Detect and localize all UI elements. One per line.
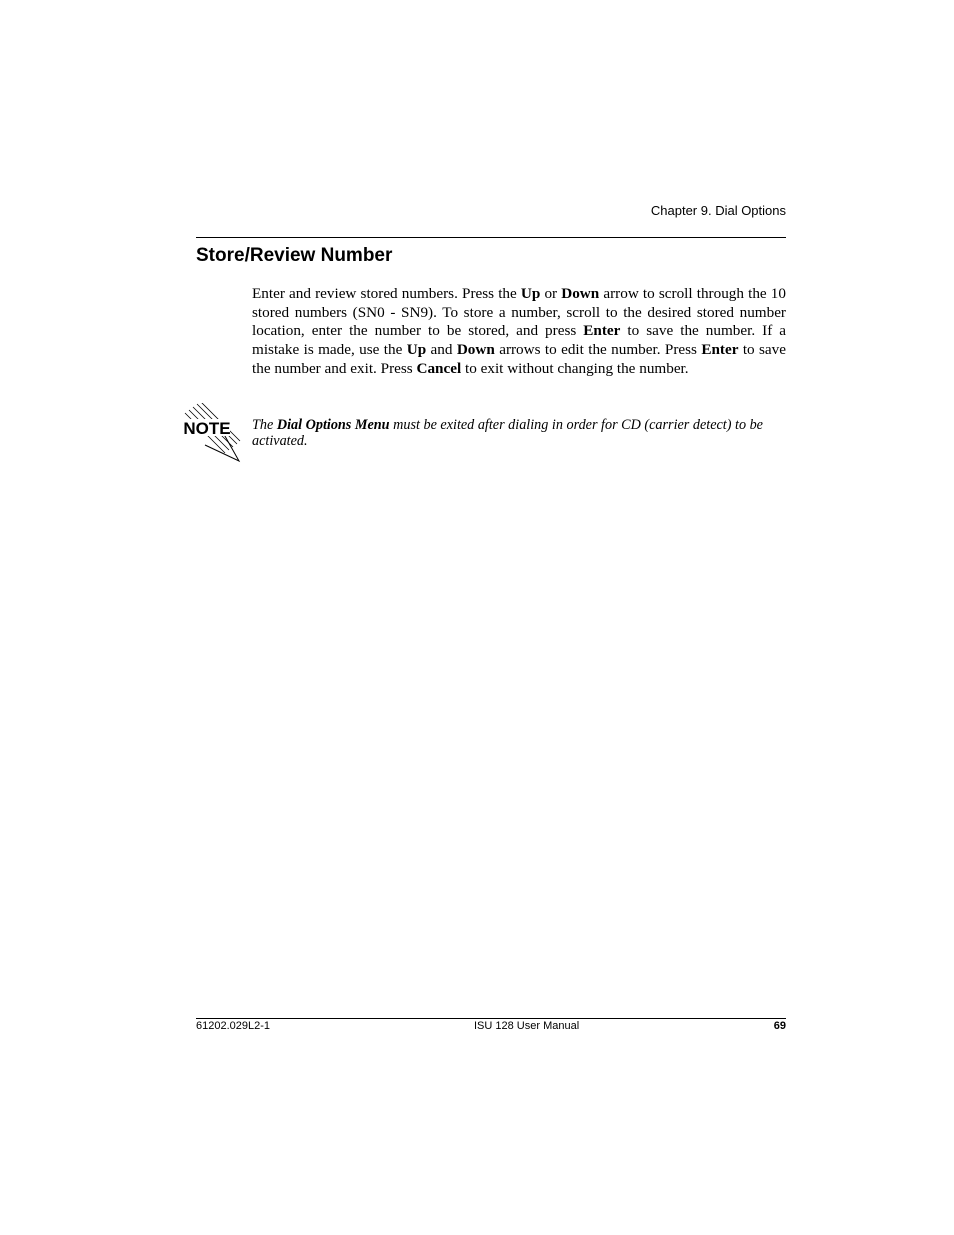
note-icon-label: NOTE — [183, 419, 231, 438]
page-number: 69 — [773, 1020, 786, 1032]
body-text: arrow to scroll through the 10 stored numbers (SN0 - SN9). To store a number, scroll to the desired stored number location, enter the number to be stored, and press — [252, 285, 786, 340]
up-key-label: Up — [520, 285, 541, 302]
body-text: to save the number and exit. Press — [252, 341, 786, 377]
note-text-part: must be exited after dialing in order for CD (carrier detect) to be activated. — [252, 417, 763, 449]
note-text — [252, 417, 786, 449]
section-title: Store/Review Number — [196, 245, 393, 266]
footer-rule — [196, 1018, 786, 1019]
enter-key-label: Enter — [701, 341, 739, 359]
body-text: to save the number. If a mistake is made, use the — [252, 322, 786, 359]
up-key-label: Up — [406, 341, 427, 359]
note-icon — [183, 403, 241, 463]
footer-doc-number: 61202.029L2-1 — [196, 1020, 271, 1032]
body-text: arrows to edit the number. Press — [494, 341, 702, 359]
note-text-part: The — [252, 417, 277, 433]
cancel-key-label: Cancel — [416, 359, 462, 377]
body-text: Enter and review stored numbers. Press the — [252, 285, 521, 302]
enter-key-label: Enter — [583, 322, 621, 340]
body-paragraph — [252, 285, 786, 379]
body-text: or — [540, 285, 562, 302]
dial-options-menu-label: Dial Options Menu — [276, 417, 390, 433]
body-text: and — [426, 341, 457, 359]
body-text: to exit without changing the number. — [461, 359, 689, 377]
chapter-header: Chapter 9. Dial Options — [650, 203, 786, 218]
down-key-label: Down — [561, 285, 600, 302]
down-key-label: Down — [456, 341, 495, 359]
footer-manual-title: ISU 128 User Manual — [474, 1020, 580, 1032]
header-rule — [196, 237, 786, 238]
